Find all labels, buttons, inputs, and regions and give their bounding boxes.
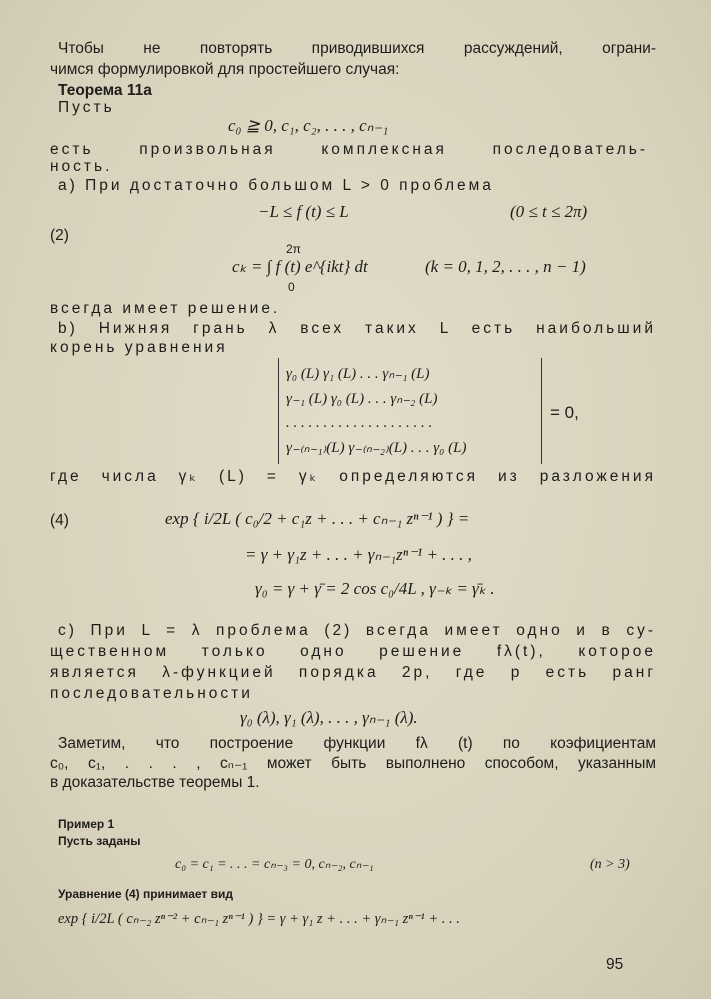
paragraph-line: ность.: [50, 158, 113, 175]
formula-example-exp: exp { i/2L ( cₙ₋₂ zⁿ⁻² + cₙ₋₁ zⁿ⁻¹ ) } = γ + γ₁ z + . . . + γₙ₋₁ zⁿ⁻¹ + . . .: [58, 911, 460, 927]
formula-gamma-sequence: γ₀ (λ), γ₁ (λ), . . . , γₙ₋₁ (λ).: [240, 708, 418, 727]
determinant-row: γ₋₁ (L) γ₀ (L) . . . γₙ₋₂ (L): [286, 391, 438, 407]
formula-exp: exp { i/2L ( c₀/2 + c₁z + . . . + cₙ₋₁ zⁿ⁻¹ ) } =: [165, 509, 470, 528]
equation-number: (4): [50, 512, 69, 529]
determinant-row: . . . . . . . . . . . . . . . . . . . .: [286, 415, 433, 431]
formula-inequality: −L ≤ f (t) ≤ L: [258, 202, 349, 221]
paragraph-line: Уравнение (4) принимает вид: [58, 887, 234, 901]
integral-lower-limit: 0: [288, 280, 295, 294]
formula-condition: (0 ≤ t ≤ 2π): [510, 202, 588, 221]
paragraph-line: является λ-функцией порядка 2p, где p есть ранг: [50, 664, 656, 681]
paragraph-line: а) При достаточно большом L > 0 проблема: [58, 177, 494, 194]
example-heading: Пример 1: [58, 817, 115, 831]
theorem-heading: Теорема 11а: [58, 82, 152, 99]
equation-number: (2): [50, 227, 69, 244]
paragraph-line: Чтобы не повторять приводившихся рассуждений, ограни-: [58, 40, 656, 57]
paragraph-line: чимся формулировкой для простейшего случая:: [50, 61, 400, 78]
paragraph-line: Пусть: [58, 99, 115, 116]
determinant-equals: = 0,: [550, 403, 579, 422]
paragraph-line: в доказательстве теоремы 1.: [50, 774, 260, 791]
determinant-row: γ₀ (L) γ₁ (L) . . . γₙ₋₁ (L): [286, 366, 430, 382]
paragraph-line: где числа γₖ (L) = γₖ определяются из разложения: [50, 468, 656, 485]
formula-example: c₀ = c₁ = . . . = cₙ₋₃ = 0, cₙ₋₂, cₙ₋₁: [175, 857, 374, 872]
formula-integral: cₖ = ∫ f (t) e^{ikt} dt: [232, 257, 368, 276]
paragraph-line: корень уравнения: [50, 339, 228, 356]
paragraph-line: есть произвольная комплексная последователь-: [50, 141, 648, 158]
paragraph-line: всегда имеет решение.: [50, 300, 281, 317]
formula-condition: (n > 3): [590, 857, 630, 872]
paragraph-line: Пусть заданы: [58, 834, 141, 848]
paragraph-line: c₀, c₁, . . . , cₙ₋₁ может быть выполнено способом, указанным: [50, 755, 656, 772]
determinant-row: γ₋₍ₙ₋₁₎(L) γ₋₍ₙ₋₂₎(L) . . . γ₀ (L): [286, 440, 467, 456]
page-number: 95: [606, 956, 624, 973]
paragraph-line: c) При L = λ проблема (2) всегда имеет одно и в су-: [58, 622, 656, 639]
formula-gamma0: γ₀ = γ + γ̄ = 2 cos c₀/4L , γ₋ₖ = γ̄ₖ .: [255, 579, 495, 598]
formula-sequence: c₀ ≧ 0, c₁, c₂, . . . , cₙ₋₁: [228, 116, 389, 135]
paragraph-line: Заметим, что построение функции fλ (t) по коэфициентам: [58, 735, 656, 752]
paragraph-line: b) Нижняя грань λ всех таких L есть наибольший: [58, 320, 656, 337]
paragraph-line: щественном только одно решение fλ(t), которое: [50, 643, 656, 660]
formula-condition: (k = 0, 1, 2, . . . , n − 1): [425, 257, 586, 276]
paragraph-line: последовательности: [50, 685, 253, 702]
formula-series: = γ + γ₁z + . . . + γₙ₋₁zⁿ⁻¹ + . . . ,: [245, 545, 472, 564]
integral-upper-limit: 2π: [286, 242, 301, 256]
